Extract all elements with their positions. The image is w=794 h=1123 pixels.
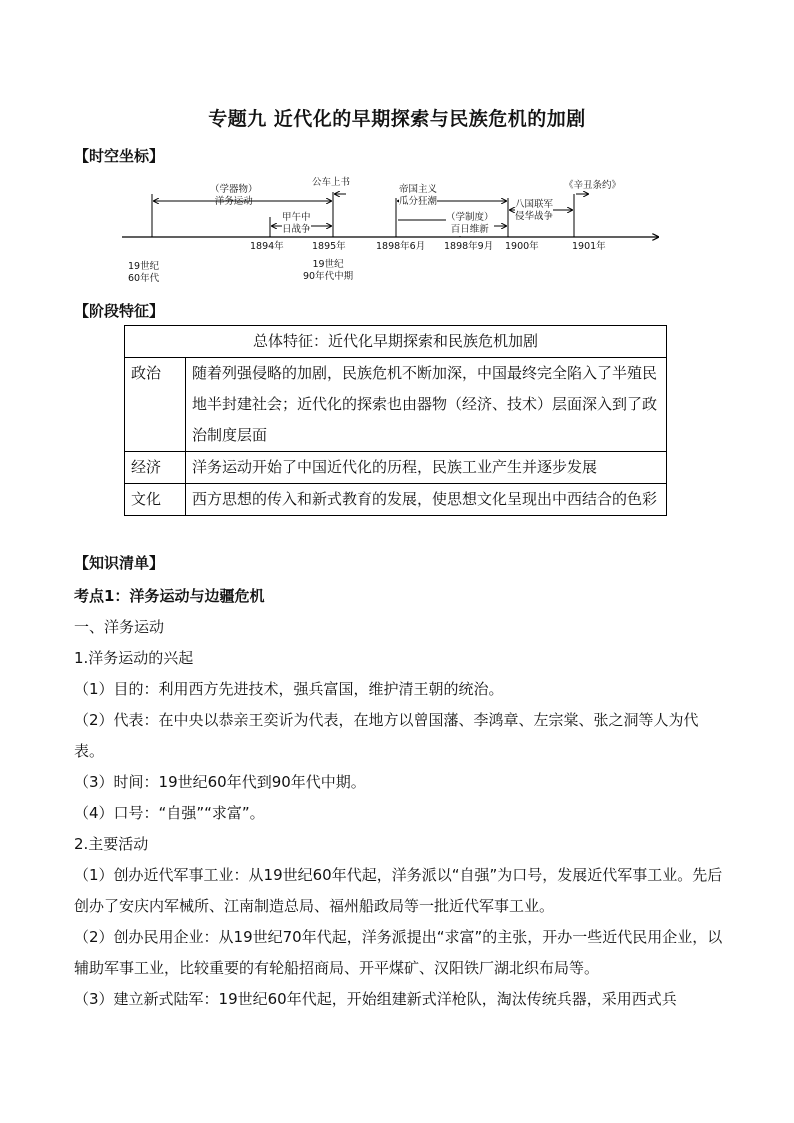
row-label-politics: 政治	[125, 358, 186, 452]
timeline	[118, 172, 670, 292]
timeline-date-1900: 1900年	[505, 241, 539, 252]
table-row	[125, 358, 667, 452]
timeline-date-1894: 1894年	[250, 241, 284, 252]
timeline-mid-label: 19世纪 90年代中期	[303, 259, 354, 282]
paragraph: （3）建立新式陆军：19世纪60年代起，开始组建新式洋枪队，淘汰传统兵器，采用西式兵	[74, 990, 677, 1008]
exam-point-heading: 考点1：洋务运动与边疆危机	[74, 587, 265, 605]
timeline-label-jiawu: 甲午中 日战争	[282, 212, 311, 235]
row-text-politics: 随着列强侵略的加剧，民族危机不断加深，中国最终完全陷入了半殖民地半封建社会；近代化的探索也由器物（经济、技术）层面深入到了政治制度层面	[186, 358, 667, 452]
row-label-economy: 经济	[125, 452, 186, 484]
timeline-label-gongche: 公车上书	[312, 177, 351, 188]
timeline-label-baguo: 八国联军 侵华战争	[515, 199, 554, 222]
row-label-culture: 文化	[125, 484, 186, 516]
section-heading-knowledge: 【知识清单】	[74, 554, 165, 572]
stage-feature-table	[124, 325, 667, 516]
timeline-date-1898-9: 1898年9月	[444, 241, 494, 252]
timeline-date-1901: 1901年	[572, 241, 606, 252]
subsection-heading: 一、洋务运动	[74, 618, 165, 636]
paragraph: （2）代表：在中央以恭亲王奕䜣为代表，在地方以曾国藩、李鸿章、左宗棠、张之洞等人为代表。	[74, 711, 699, 760]
timeline-start-label: 19世纪 60年代	[128, 261, 160, 284]
row-text-culture: 西方思想的传入和新式教育的发展，使思想文化呈现出中西结合的色彩	[186, 484, 667, 516]
item-heading: 2.主要活动	[74, 835, 149, 853]
timeline-label-yangwu: （学器物） 洋务运动	[210, 184, 258, 207]
timeline-date-1895: 1895年	[312, 241, 346, 252]
section-heading-stage: 【阶段特征】	[74, 302, 165, 320]
table-row	[125, 452, 667, 484]
table-header-row	[125, 326, 667, 358]
item-heading: 1.洋务运动的兴起	[74, 649, 194, 667]
paragraph: （2）创办民用企业：从19世纪70年代起，洋务派提出“求富”的主张，开办一些近代民用企业，以辅助军事工业，比较重要的有轮船招商局、开平煤矿、汉阳铁厂湖北织布局等。	[74, 928, 723, 977]
timeline-label-weixin: （学制度） 百日维新	[446, 212, 494, 235]
table-header-cell: 总体特征：近代化早期探索和民族危机加剧	[125, 326, 667, 358]
paragraph: （1）目的：利用西方先进技术，强兵富国，维护清王朝的统治。	[74, 680, 504, 698]
row-text-economy: 洋务运动开始了中国近代化的历程，民族工业产生并逐步发展	[186, 452, 667, 484]
page-title: 专题九 近代化的早期探索与民族危机的加剧	[208, 108, 586, 130]
timeline-label-xinchou: 《辛丑条约》	[564, 180, 622, 191]
knowledge-body	[74, 581, 724, 1015]
timeline-date-1898-6: 1898年6月	[376, 241, 426, 252]
paragraph: （4）口号：“自强”“求富”。	[74, 804, 265, 822]
table-row	[125, 484, 667, 516]
timeline-label-guafen: 帝国主义 瓜分狂潮	[399, 184, 438, 207]
paragraph: （3）时间：19世纪60年代到90年代中期。	[74, 773, 366, 791]
paragraph: （1）创办近代军事工业：从19世纪60年代起，洋务派以“自强”为口号，发展近代军事工业。先后创办了安庆内军械所、江南制造总局、福州船政局等一批近代军事工业。	[74, 866, 723, 915]
section-heading-spacetime: 【时空坐标】	[74, 147, 165, 165]
